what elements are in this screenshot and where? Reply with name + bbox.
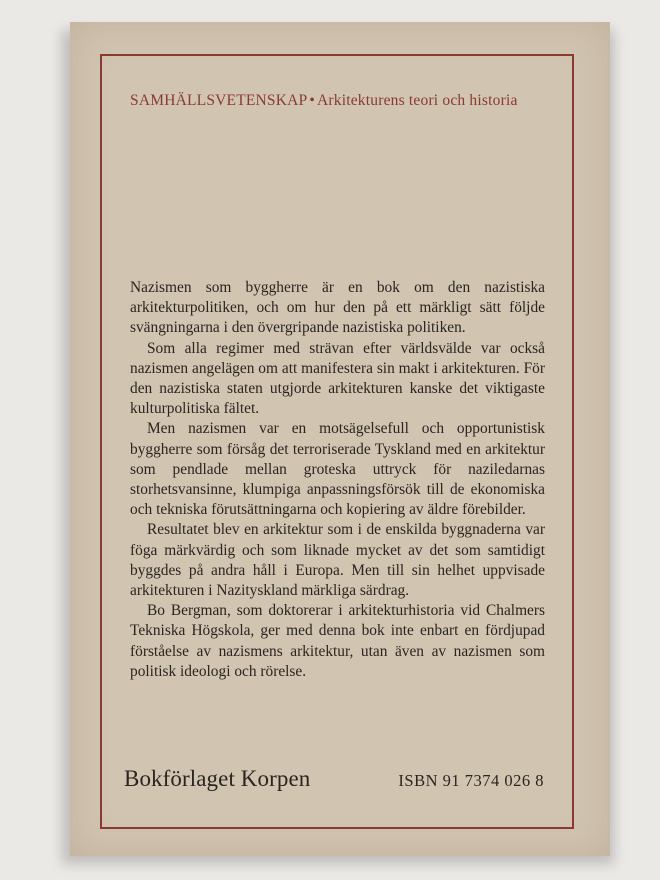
- blurb: [130, 278, 545, 682]
- series-separator: •: [309, 92, 315, 109]
- series-line: [130, 92, 562, 110]
- book-back-cover: [70, 22, 610, 856]
- blurb-paragraph: Bo Bergman, som doktorerar i arkitekturhistoria vid Chalmers Tekniska Högskola, ger med denna bok inte enbart en fördjupad förståelse av nazismens arkitektur, utan även av nazismen som politisk ideologi och rörelse.: [130, 602, 545, 680]
- cover-frame: [100, 54, 574, 829]
- blurb-paragraph: Nazismen som byggherre är en bok om den nazistiska arkitekturpolitiken, och om hur den på ett märkligt sätt följde svängningarna i den övergripande nazistiska politiken.: [130, 279, 545, 337]
- publisher-name: Bokförlaget Korpen: [124, 766, 311, 791]
- blurb-paragraph: Resultatet blev en arkitektur som i de enskilda byggnaderna var föga märkvärdig och som liknade mycket av det som samtidigt byggdes på andra håll i Europa. Men till sin helhet uppvisade arkitekturen i Nazityskland märkliga särdrag.: [130, 521, 545, 600]
- series-label: SAMHÄLLSVETENSKAP: [130, 92, 308, 109]
- series-subject: Arkitekturens teori och historia: [317, 92, 518, 109]
- isbn-number: ISBN 91 7374 026 8: [398, 771, 544, 790]
- blurb-paragraph: Men nazismen var en motsägelsefull och opportunistisk byggherre som försåg det terroriserade Tyskland med en arkitektur som pendlade mellan groteska uttryck för naziledarnas storhetsvansinne, klumpiga anpassningsförsök till de ekonomiska och tekniska förutsättningarna och kopiering av äldre förebilder.: [130, 420, 545, 519]
- blurb-paragraph: Som alla regimer med strävan efter världsvälde var också nazismen angelägen om att manifestera sin makt i arkitekturen. För den nazistiska staten utgjorde arkitekturen kanske det viktigaste kulturpolitiska fältet.: [130, 339, 545, 418]
